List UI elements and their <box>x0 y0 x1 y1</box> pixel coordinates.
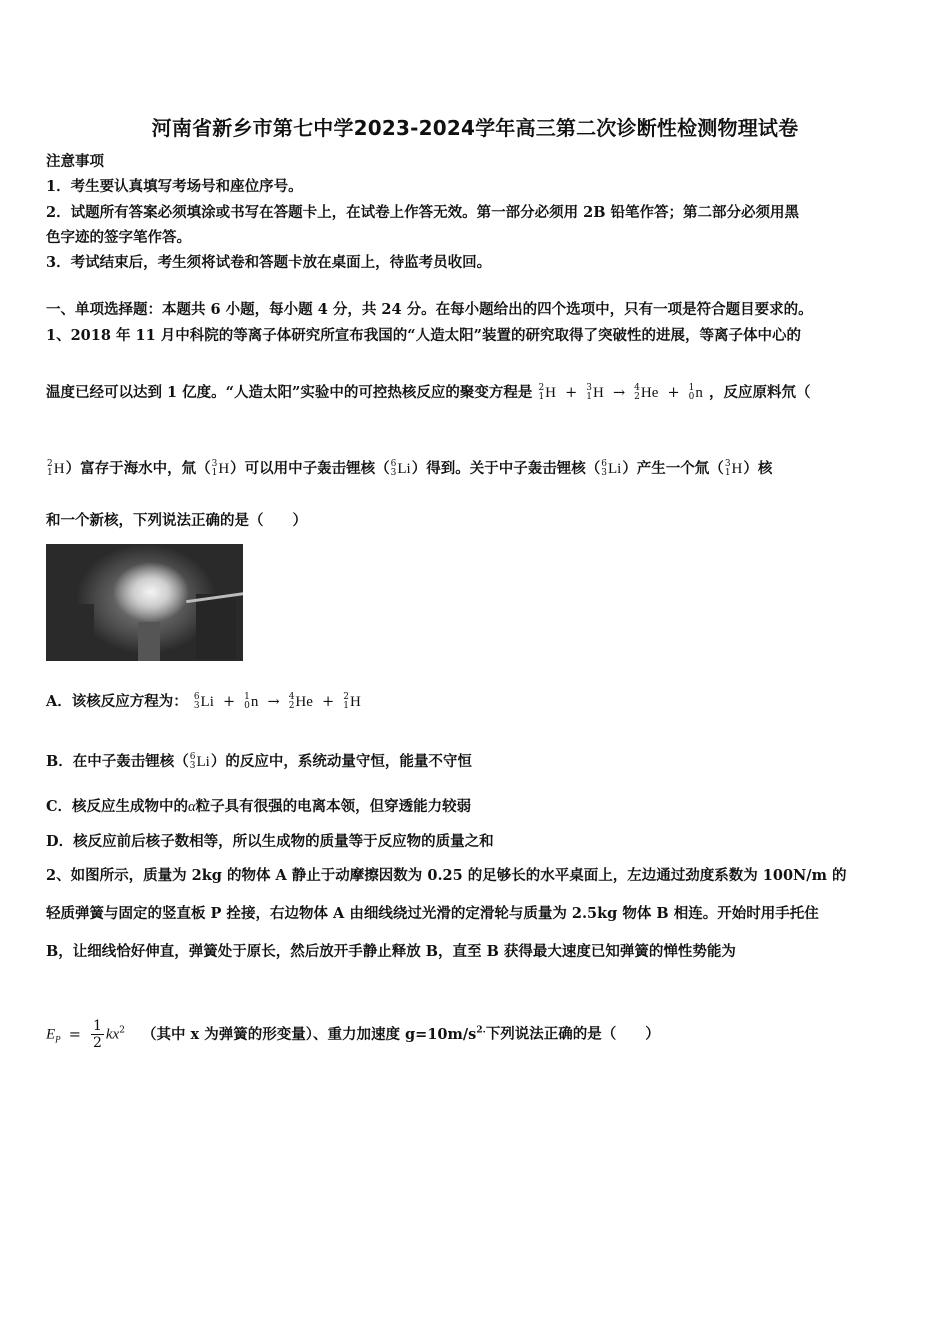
mass-number: 2 <box>47 459 53 469</box>
q1-line-3-text-e: ）核 <box>743 460 773 477</box>
fusion-device-photo <box>46 544 243 661</box>
q1-line-2 <box>46 382 810 403</box>
plus-sign: + <box>565 385 578 401</box>
plus-sign: + <box>321 694 335 710</box>
photo-equipment-left <box>54 604 94 659</box>
q1-line-3-text-a: ）富存于海水中，氚（ <box>65 460 211 477</box>
nuclide-lithium <box>190 751 210 772</box>
element-symbol: Li <box>200 694 214 710</box>
mass-number: 6 <box>390 459 397 469</box>
mass-number: 4 <box>634 383 640 393</box>
nuclide-tritium <box>212 458 230 479</box>
q1-line-3 <box>46 458 772 479</box>
element-symbol: n <box>250 694 259 710</box>
element-symbol: H <box>593 385 604 401</box>
mass-number: 3 <box>211 459 218 469</box>
exponent: 2 <box>119 1025 125 1036</box>
element-symbol: Li <box>196 754 210 770</box>
option-b-label: B．在中子轰击锂核（ <box>46 753 189 770</box>
page-title: 河南省新乡市第七中学2023-2024学年高三第二次诊断性检测物理试卷 <box>151 116 799 140</box>
option-c-label: C．核反应生成物中的 <box>46 798 189 815</box>
mass-number: 6 <box>601 459 607 469</box>
mass-number: 2 <box>343 692 349 702</box>
option-d[interactable]: D．核反应前后核子数相等，所以生成物的质量等于反应物的质量之和 <box>46 833 494 850</box>
option-a[interactable] <box>46 691 362 712</box>
q2-line-1: 2、如图所示，质量为 2kg 的物体 A 静止于动摩擦因数为 0.25 的足够长的水平桌面上，左边通过劲度系数为 100N/m 的 <box>46 867 847 884</box>
option-b-text: ）的反应中，系统动量守恒，能量不守恒 <box>210 753 472 770</box>
plus-sign: + <box>222 694 236 710</box>
q1-line-4: 和一个新核，下列说法正确的是（ ） <box>46 512 307 529</box>
element-symbol: n <box>695 385 703 401</box>
notice-heading: 注意事项 <box>46 153 104 170</box>
q2-line-3: B，让细线恰好伸直，弹簧处于原长，然后放开手静止释放 B，直至 B 获得最大速度已知弹簧的惮性势能为 <box>46 943 736 960</box>
notice-item-1: 1．考生要认真填写考场号和座位序号。 <box>46 178 303 195</box>
atomic-number: 0 <box>244 701 250 711</box>
element-symbol: He <box>640 385 659 401</box>
q2-line-2: 轻质弹簧与固定的竖直板 P 拴接，右边物体 A 由细线绕过光滑的定滑轮与质量为 2.5kg 物体 B 相连。开始时用手托住 <box>46 905 819 922</box>
q1-line-2-end: ，反应原料氘（ <box>708 384 811 401</box>
kx-term: kx <box>105 1026 120 1043</box>
nuclide-deuterium <box>343 691 361 712</box>
option-b[interactable] <box>46 751 472 772</box>
option-c[interactable] <box>46 797 471 817</box>
mass-number: 2 <box>538 383 545 393</box>
nuclide-helium <box>634 382 658 403</box>
nuclide-neutron <box>689 382 703 403</box>
q1-line-2-text: 温度已经可以达到 1 亿度。“人造太阳”实验中的可控热核反应的聚变方程是 <box>46 384 533 401</box>
q2-line-4-end: 下列说法正确的是（ ） <box>485 1025 660 1043</box>
arrow-sign: → <box>267 694 280 710</box>
nuclide-deuterium <box>538 382 556 403</box>
mass-number: 6 <box>189 752 196 762</box>
section-heading: 一、单项选择题：本题共 6 小题，每小题 4 分，共 24 分。在每小题给出的四个选项中，只有一项是符合题目要求的。 <box>46 301 813 318</box>
alpha-symbol: α <box>188 799 196 815</box>
q1-line-1: 1、2018 年 11 月中科院的等离子体研究所宣布我国的“人造太阳”装置的研究取得了突破性的进展，等离子体中心的 <box>46 327 801 344</box>
plus-sign: + <box>667 385 680 401</box>
nuclide-tritium <box>725 458 743 479</box>
atomic-number: 0 <box>688 392 695 402</box>
fraction-denominator: 2 <box>92 1035 102 1051</box>
atomic-number: 1 <box>724 468 731 478</box>
element-symbol: H <box>731 461 743 477</box>
q2-line-4-text: （其中 x 为弹簧的形变量）、重力加速度 g=10m/s <box>142 1025 477 1043</box>
arrow-sign: → <box>612 385 626 401</box>
units-superscript: 2. <box>476 1025 486 1036</box>
fraction-numerator: 1 <box>92 1018 102 1034</box>
mass-number: 1 <box>688 383 695 393</box>
atomic-number: 1 <box>211 468 218 478</box>
option-c-text: 粒子具有很强的电离本领，但穿透能力较弱 <box>195 798 472 815</box>
nuclide-lithium <box>194 691 214 712</box>
nuclide-tritium <box>586 382 604 403</box>
atomic-number: 3 <box>390 468 397 478</box>
nuclide-neutron <box>244 691 258 712</box>
fraction-half <box>91 1018 104 1051</box>
atomic-number: 1 <box>343 701 349 711</box>
atomic-number: 2 <box>288 701 295 711</box>
notice-item-2-cont: 色字迹的签字笔作答。 <box>46 229 191 246</box>
mass-number: 3 <box>724 459 731 469</box>
energy-subscript: P <box>55 1034 61 1045</box>
atomic-number: 2 <box>634 392 640 402</box>
q1-line-3-text-b: ）可以用中子轰击锂核（ <box>230 460 390 477</box>
q1-line-3-text-d: ）产生一个氚（ <box>622 460 724 477</box>
mass-number: 3 <box>586 383 593 393</box>
option-a-label: A．该核反应方程为： <box>46 693 188 710</box>
element-symbol: H <box>545 385 557 401</box>
q2-line-4 <box>46 1018 660 1051</box>
atomic-number: 3 <box>193 701 200 711</box>
atomic-number: 1 <box>538 392 545 402</box>
equals-sign: = <box>68 1026 81 1043</box>
atomic-number: 3 <box>189 761 196 771</box>
mass-number: 1 <box>244 692 250 702</box>
q1-line-3-text-c: ）得到。关于中子轰击锂核（ <box>411 460 601 477</box>
element-symbol: H <box>349 694 361 710</box>
nuclide-lithium <box>601 458 621 479</box>
atomic-number: 1 <box>586 392 593 402</box>
energy-symbol: E <box>46 1026 56 1043</box>
atomic-number: 3 <box>601 468 607 478</box>
notice-item-2: 2．试题所有答案必须填涂或书写在答题卡上，在试卷上作答无效。第一部分必须用 2B 铅笔作答；第二部分必须用黑 <box>46 204 800 221</box>
mass-number: 4 <box>288 692 295 702</box>
photo-equipment-right <box>196 594 236 659</box>
element-symbol: H <box>218 461 230 477</box>
atomic-number: 1 <box>47 468 53 478</box>
element-symbol: He <box>295 694 313 710</box>
photo-stand <box>138 622 160 661</box>
mass-number: 6 <box>193 692 200 702</box>
element-symbol: Li <box>607 461 622 477</box>
nuclide-deuterium <box>47 458 65 479</box>
nuclide-helium <box>289 691 313 712</box>
element-symbol: H <box>53 461 65 477</box>
notice-item-3: 3．考试结束后，考生须将试卷和答题卡放在桌面上，待监考员收回。 <box>46 254 492 271</box>
nuclide-lithium <box>391 458 411 479</box>
element-symbol: Li <box>397 461 411 477</box>
